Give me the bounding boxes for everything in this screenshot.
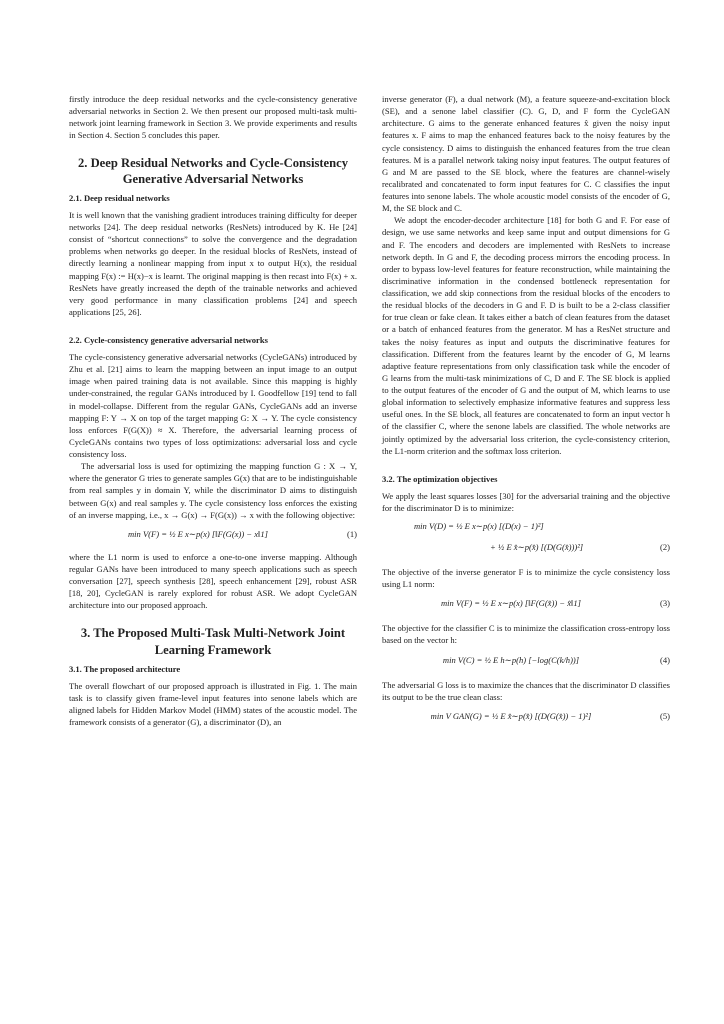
equation-3-body: min V(F) = ½ E x∼p(x) [‖F(G(x̂)) − x̂‖1] bbox=[440, 598, 582, 609]
equation-5 bbox=[382, 703, 670, 729]
section-3-title: 3. The Proposed Multi-Task Multi-Network Joint Learning Framework bbox=[80, 626, 346, 657]
after-equation-2-paragraph: The objective of the inverse generator F is to minimize the cycle consistency loss using L1 norm: bbox=[382, 567, 670, 590]
after-equation-1-paragraph: where the L1 norm is used to enforce a one-to-one inverse mapping. Although regular GANs have been introduced to many speech applications such as speech conversation [27], speech synthesis [28], speech enhancement [29], robust ASR [18, 20], CycleGAN is rarely explored for robust ASR. We adopt CycleGAN architecture into our proposed approach. bbox=[69, 551, 357, 611]
left-column bbox=[69, 93, 357, 728]
intro-paragraph: firstly introduce the deep residual networks and the cycle-consistency generative adversarial networks in Section 2. We then present our proposed multi-task multi-network joint learning framework in Section 3. We provide experiments and results in Section 4. Section 5 concludes this paper. bbox=[69, 94, 357, 141]
after-equation-3-paragraph: The objective for the classifier C is to minimize the classification cross-entropy loss based on the vector h: bbox=[382, 623, 670, 646]
equation-1-number: (1) bbox=[347, 528, 357, 539]
subsection-3-2-paragraph: We apply the least squares losses [30] for the adversarial training and the objective for the discriminator D is to minimize: bbox=[382, 490, 670, 513]
equation-3 bbox=[382, 590, 670, 616]
equation-2-line-1: min V(D) = ½ E x∼p(x) [(D(x) − 1)²] bbox=[414, 521, 544, 531]
equation-1 bbox=[69, 521, 357, 547]
architecture-paragraph-1: inverse generator (F), a dual network (M), a feature squeeze-and-excitation block (SE), and a senone label classifier (C). G, D, and F form the CycleGAN architecture. G aims to the generate enhanced features x̂ given the noisy input features x. F aims to map the enhanced features back to the noisy features by the cycle consistency. D aims to distinguish the enhanced features from the true clean features. M is a parallel network taking noisy input features. The output features of G and M are passed to the SE block, where the features are channel-wisely recalibrated and concatenated to form input features for C. C classifies the input features into senone labels. The whole acoustic model consists of the encoder of G, M, the SE block and C. bbox=[382, 94, 670, 214]
subsection-3-1-title: 3.1. The proposed architecture bbox=[69, 663, 181, 674]
after-equation-4-paragraph: The adversarial G loss is to maximize the chances that the discriminator D classifies its output to be the true clean class: bbox=[382, 679, 670, 702]
equation-5-number: (5) bbox=[660, 710, 670, 721]
equation-3-number: (3) bbox=[660, 598, 670, 609]
equation-2 bbox=[382, 514, 670, 560]
subsection-2-1-title: 2.1. Deep residual networks bbox=[69, 192, 170, 203]
equation-5-body: min V GAN(G) = ½ E x̂∼p(x̂) [(D(G(x̂)) − 1)²] bbox=[430, 710, 592, 721]
subsection-3-2-title: 3.2. The optimization objectives bbox=[382, 473, 498, 484]
equation-1-body: min V(F) = ½ E x∼p(x) [‖F(G(x)) − x‖1] bbox=[127, 528, 269, 539]
section-2-title: 2. Deep Residual Networks and Cycle-Consistency Generative Adversarial Networks bbox=[77, 155, 349, 186]
equation-2-number: (2) bbox=[660, 542, 670, 552]
subsection-2-2-title: 2.2. Cycle-consistency generative adversarial networks bbox=[69, 335, 268, 346]
equation-4-number: (4) bbox=[660, 654, 670, 665]
equation-4 bbox=[382, 647, 670, 673]
right-column bbox=[382, 93, 670, 729]
subsection-2-1-paragraph: It is well known that the vanishing gradient introduces training difficulty for deeper networks [24]. The deep residual networks (ResNets) introduced by K. He [24] consist of “shortcut connections” to solve the convergence and the degradation problems when networks go deeper. In the residual blocks of ResNets, instead of directly learning a nonlinear mapping from input x to output H(x), the residual mapping F(x) := H(x)−x is learnt. The original mapping is then recast into F(x) + x. ResNets have greatly increased the depth of the trainable networks and achieved very good performance in many classification problems [24] and speech applications [25, 26]. bbox=[69, 209, 357, 317]
subsection-2-2-paragraph-2: The adversarial loss is used for optimizing the mapping function G : X → Y, where the generator G tries to generate samples G(x) that are to be indistinguishable from real samples y in domain Y, while the discriminator D aims to distinguish between G(x) and real samples y. The cycle consistency loss enforces the existing of an inverse mapping, i.e., x → G(x) → F(G(x)) → x with the following objective: bbox=[69, 461, 357, 520]
equation-4-body: min V(C) = ½ E h∼p(h) [−log(C(k/h))] bbox=[442, 654, 580, 665]
equation-2-line-2: + ½ E x̂∼p(x̂) [(D(G(x̂)))²] bbox=[490, 542, 584, 552]
subsection-2-2-paragraph-1: The cycle-consistency generative adversarial networks (CycleGANs) introduced by Zhu et al. [21] aims to learn the mapping between an input image to an output image when paired training data is not available. Since this mapping is highly under-constrained, the regular GANs introduced by I. Goodfellow [19] tend to fall in model-collapse. Different from the regular GANs, CycleGANs add an inverse mapping F: Y → X on top of the target mapping G: X → Y. The cycle consistency loss enforces F(G(X)) ≈ X. Therefore, the adversarial learning process of CycleGANs contains two types of loss optimizations: adversarial loss and cycle consistency loss. bbox=[69, 352, 357, 460]
architecture-paragraph-2: We adopt the encoder-decoder architecture [18] for both G and F. For ease of design, we use same networks and keep same input and output dimensions for G and F. The encoders and decoders are implemented with ResNets to increase network depth. In G and F, the decoding process mirrors the encoding process. In order to bypass low-level features for feature reconstruction, while maintaining the discriminative information in the condensed bottleneck representation for classification, we add skip connections from the residual blocks of the encoders to the residual blocks of the decoders in G and F. D is built to be a 2-class classifier for true clean or fake clean. It takes either a batch of clean features from the dataset or a batch of enhanced features from the generator. M has a ResNet structure and takes the noisy features as input and outputs the discriminative features for classification. Different from the features learnt by the encoder of G, M learns adaptive feature representations from only classification task while the encoder of G learns from the multi-task minimizations of C, D and F. The SE block is applied to the output features of the encoder of G and the output of M, which learns to use global information to selectively emphasize informative features and suppress less useful ones. In the SE block, all features are concatenated to form an input vector h of the classifier C, where the senone labels are classified. The whole networks are jointly optimized by the adversarial loss criterion, the cycle-consistency criterion, the L1-norm criterion and the softmax loss criterion. bbox=[382, 215, 670, 456]
subsection-3-1-paragraph: The overall flowchart of our proposed approach is illustrated in Fig. 1. The main task is to classify given frame-level input features into senone labels which are aligned labels for Hidden Markov Model (HMM) states of the acoustic model. The framework consists of a generator (G), a discriminator (D), an bbox=[69, 680, 357, 728]
